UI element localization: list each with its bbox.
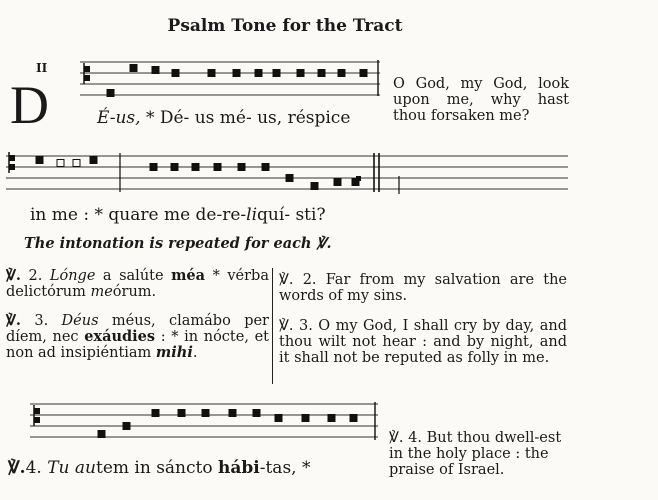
neume-note (214, 164, 221, 171)
neume-note (192, 164, 199, 171)
neume-note (107, 90, 114, 97)
verse-text: méa (171, 267, 206, 284)
lyric-text: in me : * quare me de-re- (30, 205, 247, 225)
verse-text: Déus (61, 313, 99, 329)
verse-text: Lónge (49, 268, 96, 284)
neume-note (273, 70, 280, 77)
neume-note (123, 423, 130, 430)
neume-note (202, 410, 209, 417)
neume-note (150, 164, 157, 171)
neume-note (208, 70, 215, 77)
translation-1: O God, my God, look upon me, why hast thou forsaken me? (393, 76, 569, 124)
verse-text: me (90, 284, 113, 300)
initial-letter: D (10, 75, 49, 135)
neume-note (275, 415, 282, 422)
lyric-text: -tas, * (259, 458, 311, 478)
lyric-text: * Dé- us mé- us, réspice (140, 108, 351, 128)
staff-1 (80, 62, 380, 95)
verse-text: exáudies (84, 328, 156, 345)
neume-note (297, 70, 304, 77)
neume-note (98, 431, 105, 438)
verse-text: méus, clamábo per díem, nec (6, 313, 269, 345)
lyric-italic: li (246, 205, 258, 225)
neume-note (318, 70, 325, 77)
lyric-line-4 (8, 458, 310, 478)
neume-note (311, 183, 318, 190)
translation-4: ℣. 4. But thou dwell-est in the holy place : the praise of Israel. (389, 430, 562, 478)
versicle-sign: ℣. (8, 458, 26, 478)
versicle-sign: ℣. (6, 312, 21, 329)
neume-note (73, 160, 80, 167)
neume-note (238, 164, 245, 171)
c-clef-icon (84, 75, 90, 81)
neume-note (229, 410, 236, 417)
page-title: Psalm Tone for the Tract (167, 16, 403, 36)
lyric-text: quí- sti? (257, 205, 326, 225)
c-clef-icon (34, 417, 40, 423)
lyric-line-1 (97, 108, 350, 128)
verse-number: 2. (20, 268, 50, 284)
neume-note (286, 175, 293, 182)
lyric-italic: Tu (47, 458, 70, 478)
verse-text: órum. (112, 284, 157, 300)
versicle-sign: ℣. (6, 267, 21, 284)
neume-note (350, 415, 357, 422)
verse-text: a salúte (95, 268, 172, 284)
neume-note (334, 179, 341, 186)
neume-note (302, 415, 309, 422)
c-clef-icon (9, 155, 15, 161)
verse-text: . (192, 345, 198, 361)
neume-note (255, 70, 262, 77)
verse-2-latin (6, 268, 269, 300)
staff-4 (30, 404, 378, 437)
neume-note (360, 70, 367, 77)
lyric-text: hábi (218, 458, 260, 478)
lyric-italic: au (74, 458, 96, 478)
neume-note (57, 160, 64, 167)
neume-note (152, 410, 159, 417)
c-clef-icon (9, 164, 15, 170)
lyric-line-2 (30, 205, 326, 225)
neume-note (253, 410, 260, 417)
c-clef-icon (84, 66, 90, 72)
verse-number: 3. (20, 313, 62, 329)
neume-note (262, 164, 269, 171)
column-divider (272, 268, 273, 384)
verse-number: 4. (25, 458, 48, 478)
c-clef-icon (34, 408, 40, 414)
verse-text: * vérba delictórum (6, 268, 269, 300)
lyric-text: tem in sáncto (95, 458, 218, 478)
neume-note (178, 410, 185, 417)
neume-note (338, 70, 345, 77)
neume-note (130, 65, 137, 72)
neume-note (328, 415, 335, 422)
neume-note (36, 157, 43, 164)
verse-text: : * in nócte, et non ad insipiéntiam (6, 329, 269, 361)
neume-note (233, 70, 240, 77)
mode-number: II (36, 61, 48, 75)
verse-text: mihi (155, 344, 193, 361)
verse-3-latin (6, 313, 269, 361)
neume-note (90, 157, 97, 164)
verse-3-english: ℣. 3. O my God, I shall cry by day, and thou wilt not hear : and by night, and it shall not be reputed as folly in me. (279, 318, 567, 366)
rubric-note: The intonation is repeated for each ℣. (24, 235, 332, 252)
neume-note (172, 70, 179, 77)
lyric-intonation: É-us, (97, 108, 141, 128)
neume-note (171, 164, 178, 171)
verse-2-english: ℣. 2. Far from my salvation are the words of my sins. (279, 272, 567, 304)
neume-note (152, 67, 159, 74)
